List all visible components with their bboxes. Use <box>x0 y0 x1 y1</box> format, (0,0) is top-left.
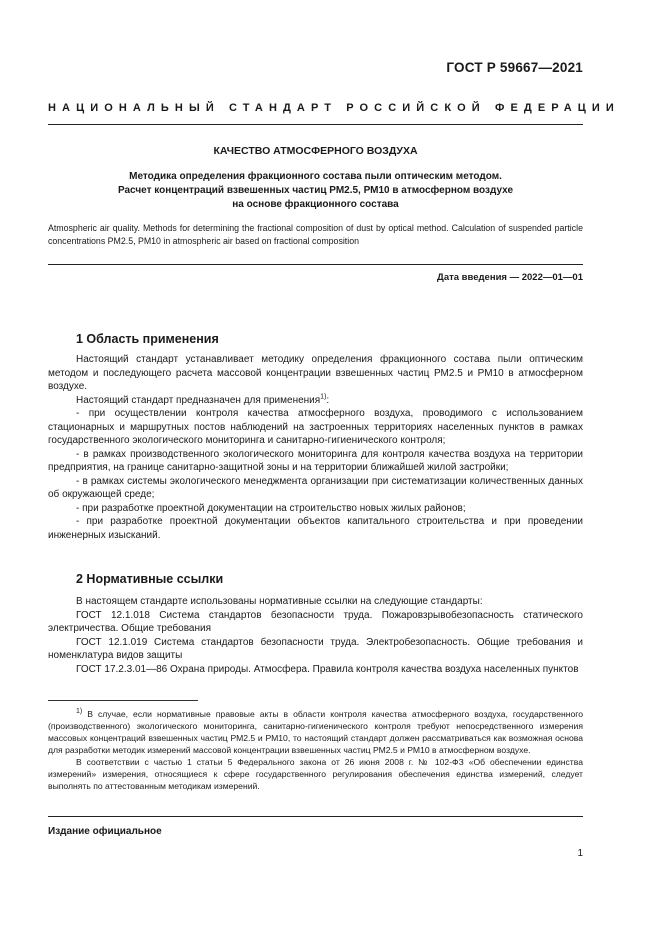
national-standard-banner: НАЦИОНАЛЬНЫЙ СТАНДАРТ РОССИЙСКОЙ ФЕДЕРАЦИИ <box>48 102 620 114</box>
footnote-paragraph-2: В соответствии с частью 1 статьи 5 Федерального закона от 26 июня 2008 г. № 102-ФЗ «Об обеспечении единства измерений» измерения, относящиеся к сфере государственного регулирования обеспечения единства измерений, следует выполнять по аттестованным методикам измерений. <box>48 757 583 791</box>
title-line-2: Расчет концентраций взвешенных частиц РМ2.5, РМ10 в атмосферном воздухе <box>117 185 514 196</box>
section-1-paragraph-2: Настоящий стандарт предназначен для применения$^{1)}$: <box>76 393 330 406</box>
reference-item: ГОСТ 12.1.018 Система стандартов безопасности труда. Пожаровзрывобезопасность статического электричества. Общие требования <box>48 609 583 634</box>
list-item: - в рамках производственного экологического мониторинга для контроля качества воздуха на территории предприятия, на границе санитарно-защитной зоны и на территории ближайшей жилой застройки; <box>48 448 583 473</box>
footnote-rule <box>48 700 198 701</box>
title-rule <box>48 264 583 265</box>
list-item: - при разработке проектной документации объектов капитального строительства и при проведении инженерных изысканий. <box>48 516 583 541</box>
title-english: Atmospheric air quality. Methods for determining the fractional composition of dust by optical method. Calculation of suspended particle concentrations PM2.5, PM10 in atmospheric air based on fractional composition <box>48 223 583 246</box>
section-1-paragraph-1: Настоящий стандарт устанавливает методику определения фракционного состава пыли оптическим методом и последующего расчета массовой концентрации взвешенных частиц РМ2.5 и РМ10 в атмосферном воздухе. <box>48 354 583 392</box>
reference-item: ГОСТ 17.2.3.01—86 Охрана природы. Атмосфера. Правила контроля качества воздуха населенных пунктов <box>76 663 579 675</box>
title-line-3: на основе фракционного состава <box>232 199 399 210</box>
reference-item: ГОСТ 12.1.019 Система стандартов безопасности труда. Электробезопасность. Общие требования и номенклатура видов защиты <box>48 636 583 661</box>
footnote-paragraph-1: $^{1)}$ В случае, если нормативные правовые акты в области контроля качества атмосферного воздуха, государственного (производственного) экологического мониторинга, санитарно-гигиенического контроля требуют непосредственного измерения массовых концентраций взвешенных частиц РМ2.5 и РМ10, то настоящий стандарт должен рассматриваться как возможная основа для разработки методик измерений массовой концентрации взвешенных частиц РМ2.5 и РМ10 в атмосферном воздухе. <box>48 708 583 755</box>
footnote-marker: 1) <box>76 708 83 716</box>
header-rule <box>48 124 583 125</box>
section-2-intro: В настоящем стандарте использованы нормативные ссылки на следующие стандарты: <box>76 596 483 607</box>
official-edition-label: Издание официальное <box>48 826 162 837</box>
section-2-body <box>48 595 583 676</box>
title-line-1: Методика определения фракционного состава пыли оптическим методом. <box>129 171 502 182</box>
page-number: 1 <box>577 848 583 859</box>
section-2-heading: 2 Нормативные ссылки <box>76 572 224 586</box>
list-item: - в рамках системы экологического менеджмента организации при систематизации количественных данных об окружающей среде; <box>48 475 583 500</box>
footer-rule <box>48 816 583 817</box>
section-1-body <box>48 353 583 542</box>
document-topic: КАЧЕСТВО АТМОСФЕРНОГО ВОЗДУХА <box>213 145 418 157</box>
introduction-date: Дата введения — 2022—01—01 <box>437 272 583 283</box>
footnote-ref[interactable]: 1) <box>320 393 327 401</box>
list-item: - при разработке проектной документации на строительство новых жилых районов; <box>76 502 466 514</box>
list-item: - при осуществлении контроля качества атмосферного воздуха, проводимого с использованием стационарных и маршрутных постов наблюдений на застроенных территориях населенных пунктов в рамках государственного экологического мониторинга и санитарно-гигиенического контроля; <box>48 408 583 446</box>
title-russian <box>48 170 583 212</box>
footnote <box>48 708 583 792</box>
section-1-heading: 1 Область применения <box>76 332 219 346</box>
document-number: ГОСТ Р 59667—2021 <box>446 60 583 75</box>
